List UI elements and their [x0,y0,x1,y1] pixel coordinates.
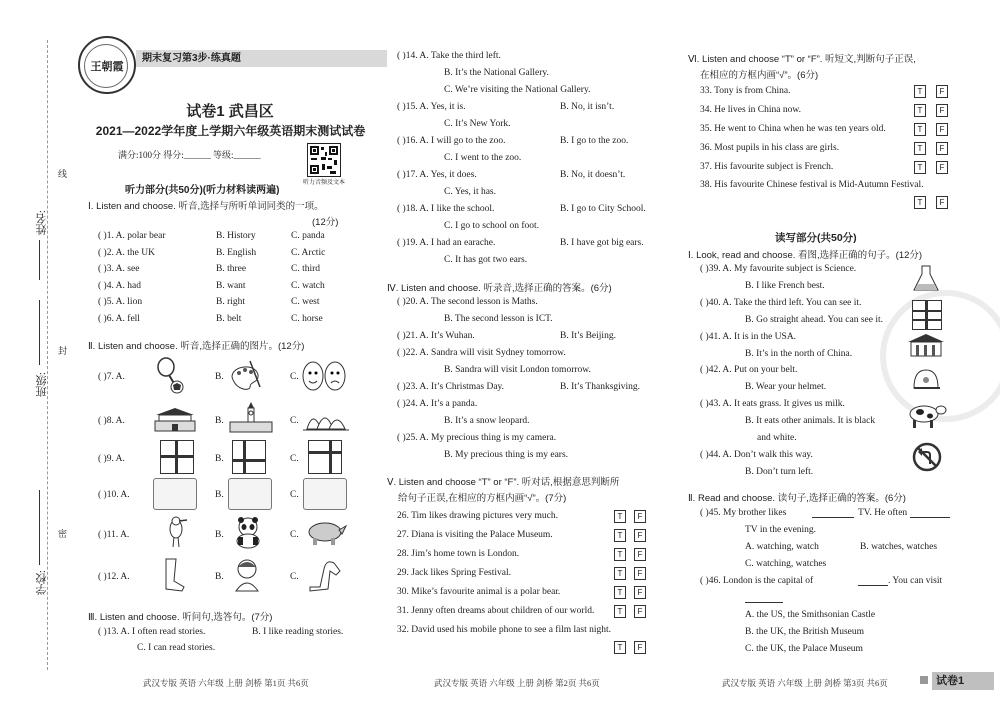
q34-f-box[interactable]: F [936,104,948,117]
q1-a[interactable]: ( )1. A. polar bear [98,231,166,241]
q28-text: 28. Jim’s home town is London. [397,549,520,559]
reading-part2-list [700,507,960,667]
leg-picture [158,557,188,593]
q27-t-box[interactable]: T [614,529,626,542]
q13-b[interactable]: B. I like reading stories. [252,627,344,637]
footer-page-2: 武汉专版 英语 六年级 上册 剑桥 第2页 共6页 [434,678,600,688]
listening-heading: 听力部分(共50分)(听力材料读两遍) [125,185,280,196]
landmark-picture [906,332,946,358]
brand-logo [78,36,136,94]
q37-t-box[interactable]: T [914,161,926,174]
q9-c-label[interactable]: C. [290,454,299,464]
q5-c[interactable]: C. west [291,297,320,307]
q23-a[interactable]: ( )23. A. It’s Christmas Day. [397,382,505,392]
q9-a-label[interactable]: ( )9. A. [98,454,125,464]
q13-c[interactable]: C. I can read stories. [137,643,216,653]
q30-text: 30. Mike’s favourite animal is a polar bear. [397,587,561,597]
q33-f-box[interactable]: F [936,85,948,98]
paint-palette-picture [228,357,262,395]
q2-a[interactable]: ( )2. A. the UK [98,248,155,258]
q5-a[interactable]: ( )5. A. lion [98,297,143,307]
q45-line1b: TV. He often [858,508,908,518]
q43-b[interactable]: B. It eats other animals. It is black [745,416,876,426]
section1-heading: Ⅰ. Listen and choose. 听音,选择与所听单词同类的一项。 [88,201,324,212]
q29-t-box[interactable]: T [614,567,626,580]
q29-f-box[interactable]: F [634,567,646,580]
tiananmen-picture [152,405,198,433]
q22-a[interactable]: ( )22. A. Sandra will visit Sydney tomorrow. [397,348,566,358]
q7-c-label[interactable]: C. [290,372,299,382]
arm-picture [306,557,344,593]
q46-c[interactable]: C. the UK, the Palace Museum [745,644,863,654]
q12-b-label[interactable]: B. [215,572,224,582]
q16-a[interactable]: ( )16. A. I will go to the zoo. [397,136,506,146]
reading-part1-list [700,263,900,481]
q40-b[interactable]: B. Go straight ahead. You can see it. [745,315,883,325]
logo-text: 王朝霞 [90,61,124,73]
q39-b[interactable]: B. I like French best. [745,281,825,291]
q28-t-box[interactable]: T [614,548,626,561]
reading-heading: 读写部分(共50分) [775,232,857,244]
name-label: 姓名: [36,210,48,236]
q17-a[interactable]: ( )17. A. Yes, it does. [397,170,477,180]
qr-code[interactable] [307,143,341,177]
section2-heading: Ⅱ. Listen and choose. 听音,选择正确的图片。(12分) [88,341,305,352]
q45-b[interactable]: B. watches, watches [860,542,938,552]
qr-caption: 听力音频及文本 [303,180,346,186]
q8-b-label[interactable]: B. [215,416,224,426]
q25-a[interactable]: ( )25. A. My precious thing is my camera. [397,433,557,443]
q7-b-label[interactable]: B. [215,372,224,382]
faces-picture [301,358,347,394]
q3-b[interactable]: B. three [216,264,247,274]
q40-a[interactable]: ( )40. A. Take the third left. You can see it. [700,298,862,308]
q38-f-box[interactable]: F [936,196,948,209]
panda-picture [232,515,264,549]
q35-t-box[interactable]: T [914,123,926,136]
exam-subtitle: 2021—2022学年度上学期六年级英语期末测试试卷 [95,124,366,138]
crowd-picture [303,478,347,510]
footer-square-icon [920,676,928,684]
section5-heading-2: 给句子正误,在相应的方框内画“√”。(7分) [398,493,567,504]
q45-blank-1[interactable] [812,517,854,518]
bird-picture [164,515,190,549]
section3-continued [397,50,657,265]
q45-line1a: ( )45. My brother likes [700,508,787,518]
q8-c-label[interactable]: C. [290,416,299,426]
q15-c[interactable]: C. It’s New York. [444,119,511,129]
q8-a-label[interactable]: ( )8. A. [98,416,125,426]
seal-mark-2: 封 [58,346,68,356]
q35-text: 35. He went to China when he was ten years old. [700,124,886,134]
q7-a-label[interactable]: ( )7. A. [98,372,125,382]
seal-mark-3: 密 [58,529,68,539]
reading-part1-heading: Ⅰ. Look, read and choose. 看图,选择正确的句子。(12分) [688,250,923,261]
q32-f-box[interactable]: F [634,641,646,654]
q21-b[interactable]: B. It’s Beijing. [560,331,616,341]
q16-b[interactable]: B. I go to the zoo. [560,136,629,146]
q27-text: 27. Diana is visiting the Palace Museum. [397,530,553,540]
q24-b[interactable]: B. It’s a snow leopard. [444,416,530,426]
q11-b-label[interactable]: B. [215,530,224,540]
q15-b[interactable]: B. No, it isn’t. [560,102,615,112]
section6-list [700,84,960,214]
cow-picture [904,400,948,430]
q24-a[interactable]: ( )24. A. It’s a panda. [397,399,478,409]
q10-a-label[interactable]: ( )10. A. [98,490,130,500]
section1-points: (12分) [312,217,339,228]
q26-f-box[interactable]: F [634,510,646,523]
q45-line2: TV in the evening. [745,525,817,535]
paper-tag: 试卷1 [932,672,994,690]
q11-a-label[interactable]: ( )11. A. [98,530,130,540]
q31-text: 31. Jenny often dreams about children of our world. [397,606,595,616]
q34-t-box[interactable]: T [914,104,926,117]
map-grid-b-picture [232,440,266,474]
score-line: 满分:100分 得分:______ 等级:______ [118,150,261,160]
q3-c[interactable]: C. third [291,264,321,274]
footer-page-3: 武汉专版 英语 六年级 上册 剑桥 第3页 共6页 [722,678,888,688]
class-label: 班级: [36,372,48,398]
q22-b[interactable]: B. Sandra will visit London tomorrow. [444,365,591,375]
section4-heading: Ⅳ. Listen and choose. 听录音,选择正确的答案。(6分) [387,283,612,294]
q4-a[interactable]: ( )4. A. had [98,281,142,291]
q6-a[interactable]: ( )6. A. fell [98,314,140,324]
q33-t-box[interactable]: T [914,85,926,98]
big-ben-picture [228,402,274,434]
step-banner: 期末复习第3步·练真题 [136,50,387,67]
q35-f-box[interactable]: F [936,123,948,136]
q19-b[interactable]: B. I have got big ears. [560,238,644,248]
q46-line1b: . You can visit [888,576,943,586]
q18-c[interactable]: C. I go to school on foot. [444,221,539,231]
q14-a[interactable]: ( )14. A. Take the third left. [397,51,501,61]
q5-b[interactable]: B. right [216,297,246,307]
q6-b[interactable]: B. belt [216,314,242,324]
q43-a[interactable]: ( )43. A. It eats grass. It gives us milk. [700,399,845,409]
q37-f-box[interactable]: F [936,161,948,174]
q32-t-box[interactable]: T [614,641,626,654]
q10-b-label[interactable]: B. [215,490,224,500]
science-flask-picture [910,264,942,294]
q36-text: 36. Most pupils in his class are girls. [700,143,840,153]
q17-b[interactable]: B. No, it doesn’t. [560,170,626,180]
section5-list [397,508,657,658]
q29-text: 29. Jack likes Spring Festival. [397,568,511,578]
q28-f-box[interactable]: F [634,548,646,561]
reading-part2-heading: Ⅱ. Read and choose. 读句子,选择正确的答案。(6分) [688,493,906,504]
q38-t-box[interactable]: T [914,196,926,209]
q42-b[interactable]: B. Wear your helmet. [745,382,827,392]
q4-b[interactable]: B. want [216,281,246,291]
q43-b-cont: and white. [757,433,797,443]
sydney-opera-picture [303,405,349,433]
school-label: 学校: [36,570,48,596]
class-line[interactable] [39,300,40,365]
q13-a[interactable]: ( )13. A. I often read stories. [98,627,206,637]
q12-c-label[interactable]: C. [290,572,299,582]
q11-c-label[interactable]: C. [290,530,299,540]
q16-c[interactable]: C. I went to the zoo. [444,153,522,163]
q42-a[interactable]: ( )42. A. Put on your belt. [700,365,798,375]
q26-t-box[interactable]: T [614,510,626,523]
q32-text: 32. David used his mobile phone to see a film last night. [397,625,611,635]
q20-a[interactable]: ( )20. A. The second lesson is Maths. [397,297,538,307]
q17-c[interactable]: C. Yes, it has. [444,187,496,197]
q38-text: 38. His favourite Chinese festival is Mid-Autumn Festival. [700,180,924,190]
q46-line1a: ( )46. London is the capital of [700,576,814,586]
q19-a[interactable]: ( )19. A. I had an earache. [397,238,496,248]
q44-b[interactable]: B. Don’t turn left. [745,467,814,477]
q14-b[interactable]: B. It’s the National Gallery. [444,68,549,78]
q23-b[interactable]: B. It’s Thanksgiving. [560,382,641,392]
q30-t-box[interactable]: T [614,586,626,599]
tennis-picture [155,357,185,395]
q18-a[interactable]: ( )18. A. I like the school. [397,204,495,214]
q30-f-box[interactable]: F [634,586,646,599]
q34-text: 34. He lives in China now. [700,105,801,115]
q26-text: 26. Tim likes drawing pictures very much. [397,511,558,521]
seal-mark-1: 线 [58,169,68,179]
name-line[interactable] [39,240,40,280]
q46-a[interactable]: A. the US, the Smithsonian Castle [745,610,876,620]
q27-f-box[interactable]: F [634,529,646,542]
group-picture [228,478,272,510]
q4-c[interactable]: C. watch [291,281,325,291]
no-left-turn-sign-picture [912,442,942,472]
map-grid-a-picture [160,440,194,474]
q46-b[interactable]: B. the UK, the British Museum [745,627,865,637]
q1-c[interactable]: C. panda [291,231,325,241]
q45-blank-2[interactable] [910,517,950,518]
q21-a[interactable]: ( )21. A. It’s Wuhan. [397,331,475,341]
section6-heading-1: Ⅵ. Listen and choose “T” or “F”. 听短文,判断句子正误, [688,54,916,65]
q46-blank-1[interactable] [858,585,888,586]
q1-b[interactable]: B. History [216,231,256,241]
q33-text: 33. Tony is from China. [700,86,791,96]
q41-b[interactable]: B. It’s in the north of China. [745,349,853,359]
q31-f-box[interactable]: F [634,605,646,618]
q36-f-box[interactable]: F [936,142,948,155]
helmet-picture [910,366,942,396]
page-title: 试卷1 武昌区 [186,103,274,120]
q37-text: 37. His favourite subject is French. [700,162,834,172]
q46-blank-2[interactable] [745,602,783,603]
section3-heading: Ⅲ. Listen and choose. 听问句,选答句。(7分) [88,612,273,623]
q20-b[interactable]: B. The second lesson is ICT. [444,314,553,324]
footer-page-1: 武汉专版 英语 六年级 上册 剑桥 第1页 共6页 [143,678,309,688]
section1-list [98,230,388,328]
q45-a[interactable]: A. watching, watch [745,542,819,552]
q14-c[interactable]: C. We’re visiting the National Gallery. [444,85,591,95]
section4-list [397,296,657,466]
q15-a[interactable]: ( )15. A. Yes, it is. [397,102,466,112]
q25-b[interactable]: B. My precious thing is my ears. [444,450,569,460]
q2-b[interactable]: B. English [216,248,257,258]
q12-a-label[interactable]: ( )12. A. [98,572,130,582]
q41-a[interactable]: ( )41. A. It is in the USA. [700,332,797,342]
section5-heading-1: Ⅴ. Listen and choose “T” or “F”. 听对话,根据意思判断所 [387,477,620,488]
q45-c[interactable]: C. watching, watches [745,559,827,569]
rhino-picture [303,518,347,546]
q31-t-box[interactable]: T [614,605,626,618]
q2-c[interactable]: C. Arctic [291,248,326,258]
section6-heading-2: 在相应的方框内画“√”。(6分) [700,70,819,81]
q19-c[interactable]: C. It has got two ears. [444,255,528,265]
q36-t-box[interactable]: T [914,142,926,155]
q39-a[interactable]: ( )39. A. My favourite subject is Science. [700,264,857,274]
children-playing-picture [153,478,197,510]
school-line[interactable] [39,490,40,565]
q9-b-label[interactable]: B. [215,454,224,464]
street-map-picture [912,300,942,330]
q10-c-label[interactable]: C. [290,490,299,500]
q6-c[interactable]: C. horse [291,314,323,324]
girl-picture [230,557,264,593]
q3-a[interactable]: ( )3. A. see [98,264,140,274]
q18-b[interactable]: B. I go to City School. [560,204,646,214]
q44-a[interactable]: ( )44. A. Don’t walk this way. [700,450,813,460]
map-grid-c-picture [308,440,342,474]
